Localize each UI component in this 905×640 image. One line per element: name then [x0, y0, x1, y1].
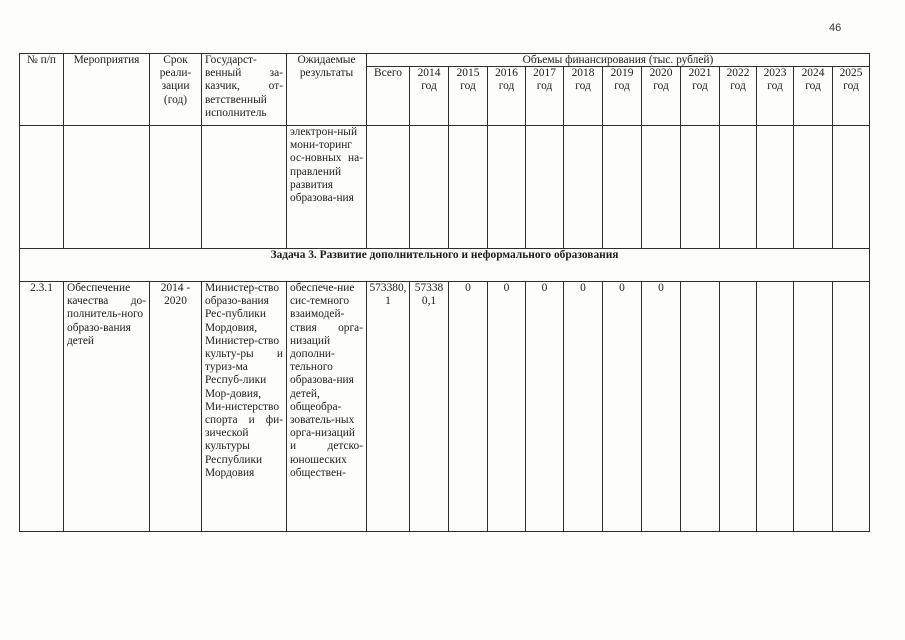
value-2025 — [833, 282, 870, 532]
header-year-2018: 2018 год — [564, 67, 603, 126]
continuation-results: электрон-ный мони-торинг ос-новных на-правлений развития образова-ния — [287, 126, 367, 249]
header-year-total: Всего — [367, 67, 410, 126]
value-2023 — [757, 282, 794, 532]
header-year-2017: 2017 год — [526, 67, 564, 126]
header-year-2024: 2024 год — [794, 67, 833, 126]
header-year-2019: 2019 год — [603, 67, 642, 126]
header-year-2016: 2016 год — [488, 67, 526, 126]
header-year-2022: 2022 год — [720, 67, 757, 126]
value-2015: 0 — [449, 282, 488, 532]
value-2024 — [794, 282, 833, 532]
table-row — [20, 282, 870, 532]
value-2022 — [720, 282, 757, 532]
value-total: 573380,1 — [367, 282, 410, 532]
value-2014: 573380,1 — [410, 282, 449, 532]
value-2017: 0 — [526, 282, 564, 532]
header-year-2025: 2025 год — [833, 67, 870, 126]
task-3-title: Задача 3. Развитие дополнительного и неформального образования — [20, 249, 870, 282]
header-year-2020: 2020 год — [642, 67, 681, 126]
row-term: 2014 - 2020 — [150, 282, 202, 532]
header-measures: Мероприятия — [64, 54, 150, 126]
header-customer: Государст-венный за-казчик, от-ветственный исполнитель — [202, 54, 287, 126]
header-year-2021: 2021 год — [681, 67, 720, 126]
row-measure: Обеспечение качества до-полнитель-ного образо-вания детей — [64, 282, 150, 532]
row-results: обеспече-ние сис-темного взаимодей-ствия орга-низаций дополни-тельного образова-ния детей, общеобра-зователь-ных орга-низаций и детско-юношеских обществен- — [287, 282, 367, 532]
row-number: 2.3.1 — [20, 282, 64, 532]
value-2021 — [681, 282, 720, 532]
value-2018: 0 — [564, 282, 603, 532]
value-2019: 0 — [603, 282, 642, 532]
header-year-2015: 2015 год — [449, 67, 488, 126]
header-year-2014: 2014 год — [410, 67, 449, 126]
financing-table — [19, 53, 870, 532]
page-number: 46 — [829, 22, 842, 34]
row-customer: Министер-ство образо-вания Рес-публики Мордовия, Министер-ство культу-ры и туриз-ма Респуб-лики Мор-довия, Ми-нистерство спорта и фи-зической культуры Республики Мордовия — [202, 282, 287, 532]
header-term: Срок реали-зации (год) — [150, 54, 202, 126]
continuation-row — [20, 126, 870, 249]
value-2020: 0 — [642, 282, 681, 532]
header-results: Ожидаемые результаты — [287, 54, 367, 126]
header-num: № п/п — [20, 54, 64, 126]
header-financing: Объемы финансирования (тыс. рублей) — [367, 54, 870, 67]
header-year-2023: 2023 год — [757, 67, 794, 126]
value-2016: 0 — [488, 282, 526, 532]
